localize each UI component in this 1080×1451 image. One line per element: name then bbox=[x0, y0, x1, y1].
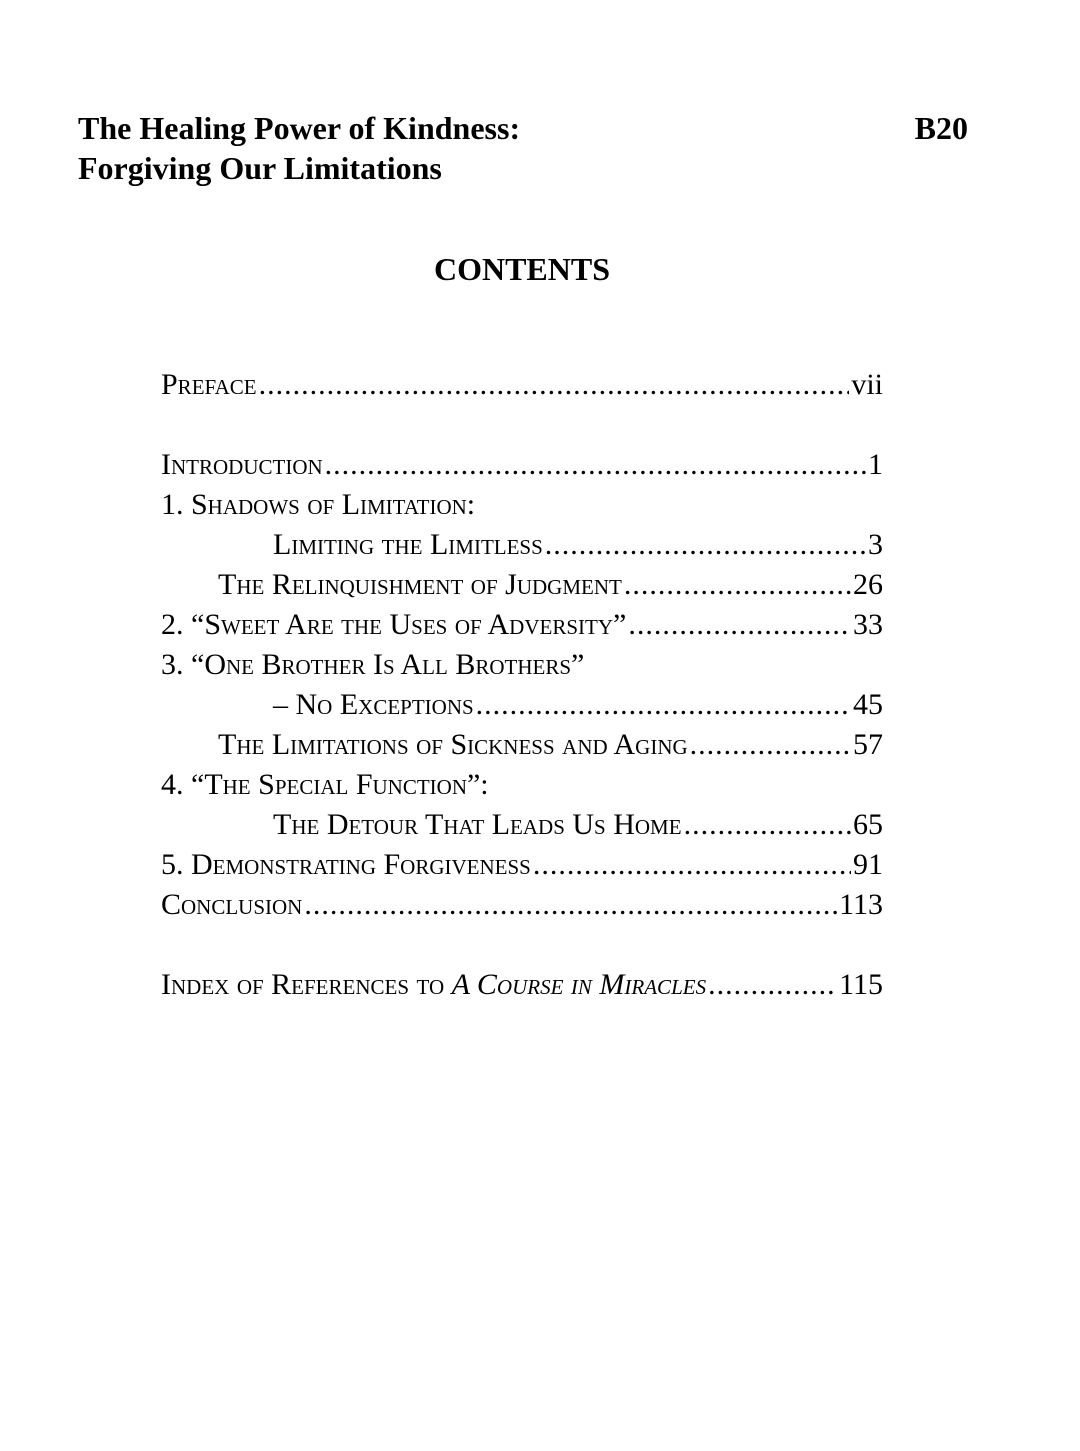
toc-entry-label: Preface bbox=[161, 368, 257, 401]
toc-leader-dots bbox=[259, 365, 850, 405]
book-title bbox=[78, 108, 520, 188]
toc-page-number: 1 bbox=[868, 448, 883, 481]
toc-leader-dots bbox=[690, 725, 851, 765]
toc-page-number: 91 bbox=[853, 848, 883, 881]
toc-page-number: 115 bbox=[839, 968, 883, 1001]
toc-leader-dots bbox=[533, 845, 851, 885]
toc-entry-label: 4. “The Special Function”: bbox=[161, 768, 489, 801]
contents-heading: CONTENTS bbox=[433, 251, 611, 287]
toc-page-number: 65 bbox=[853, 808, 883, 841]
toc-leader-dots bbox=[476, 685, 851, 725]
toc-entry-label: Introduction bbox=[161, 448, 323, 481]
toc-entry-chapter-1-section[interactable] bbox=[161, 565, 883, 605]
toc-page-number: vii bbox=[851, 368, 883, 401]
toc-leader-dots bbox=[304, 885, 837, 925]
toc-entry-label bbox=[161, 965, 706, 1005]
toc-leader-dots bbox=[684, 805, 851, 845]
toc-entry-chapter-3-section[interactable] bbox=[161, 725, 883, 765]
toc-entry-introduction[interactable] bbox=[161, 445, 883, 485]
toc-entry-label: Conclusion bbox=[161, 888, 303, 921]
toc-entry-label: 1. Shadows of Limitation: bbox=[161, 488, 476, 521]
toc-leader-dots bbox=[325, 445, 866, 485]
toc-entry-label: The Relinquishment of Judgment bbox=[218, 568, 622, 601]
toc-entry-chapter-1-title[interactable] bbox=[161, 485, 883, 525]
toc-leader-dots bbox=[628, 605, 851, 645]
toc-entry-chapter-2[interactable] bbox=[161, 605, 883, 645]
toc-entry-chapter-4-title[interactable] bbox=[161, 765, 883, 805]
toc-page-number: 26 bbox=[853, 568, 883, 601]
toc-entry-chapter-3-subtitle[interactable] bbox=[161, 685, 883, 725]
toc-index-label-prefix: Index of References to bbox=[161, 968, 445, 1001]
book-title-line2: Forgiving Our Limitations bbox=[78, 150, 442, 186]
toc-page-number: 33 bbox=[853, 608, 883, 641]
toc-entry-label: The Detour That Leads Us Home bbox=[273, 808, 682, 841]
toc-entry-chapter-5[interactable] bbox=[161, 845, 883, 885]
toc-leader-dots bbox=[708, 965, 837, 1005]
toc-entry-index[interactable] bbox=[161, 965, 883, 1005]
toc-entry-conclusion[interactable] bbox=[161, 885, 883, 925]
toc-leader-dots bbox=[545, 525, 866, 565]
toc-entry-label: The Limitations of Sickness and Aging bbox=[218, 728, 688, 761]
toc-entry-label: 3. “One Brother Is All Brothers” bbox=[161, 648, 585, 681]
toc-index-label-book-title: A Course in Miracles bbox=[451, 968, 707, 1001]
table-of-contents bbox=[161, 365, 883, 1005]
toc-page-number: 3 bbox=[868, 528, 883, 561]
book-code: B20 bbox=[914, 110, 968, 146]
toc-page-number: 45 bbox=[853, 688, 883, 721]
toc-page-number: 113 bbox=[839, 888, 883, 921]
toc-leader-dots bbox=[624, 565, 851, 605]
toc-entry-label: 2. “Sweet Are the Uses of Adversity” bbox=[161, 608, 627, 641]
toc-entry-preface[interactable] bbox=[161, 365, 883, 405]
toc-entry-label: – No Exceptions bbox=[273, 688, 474, 721]
book-title-line1: The Healing Power of Kindness: bbox=[78, 110, 521, 146]
toc-entry-label: Limiting the Limitless bbox=[273, 528, 543, 561]
toc-entry-chapter-4-subtitle[interactable] bbox=[161, 805, 883, 845]
toc-entry-chapter-1-subtitle[interactable] bbox=[161, 525, 883, 565]
toc-entry-chapter-3-title[interactable] bbox=[161, 645, 883, 685]
toc-page-number: 57 bbox=[853, 728, 883, 761]
toc-entry-label: 5. Demonstrating Forgiveness bbox=[161, 848, 531, 881]
